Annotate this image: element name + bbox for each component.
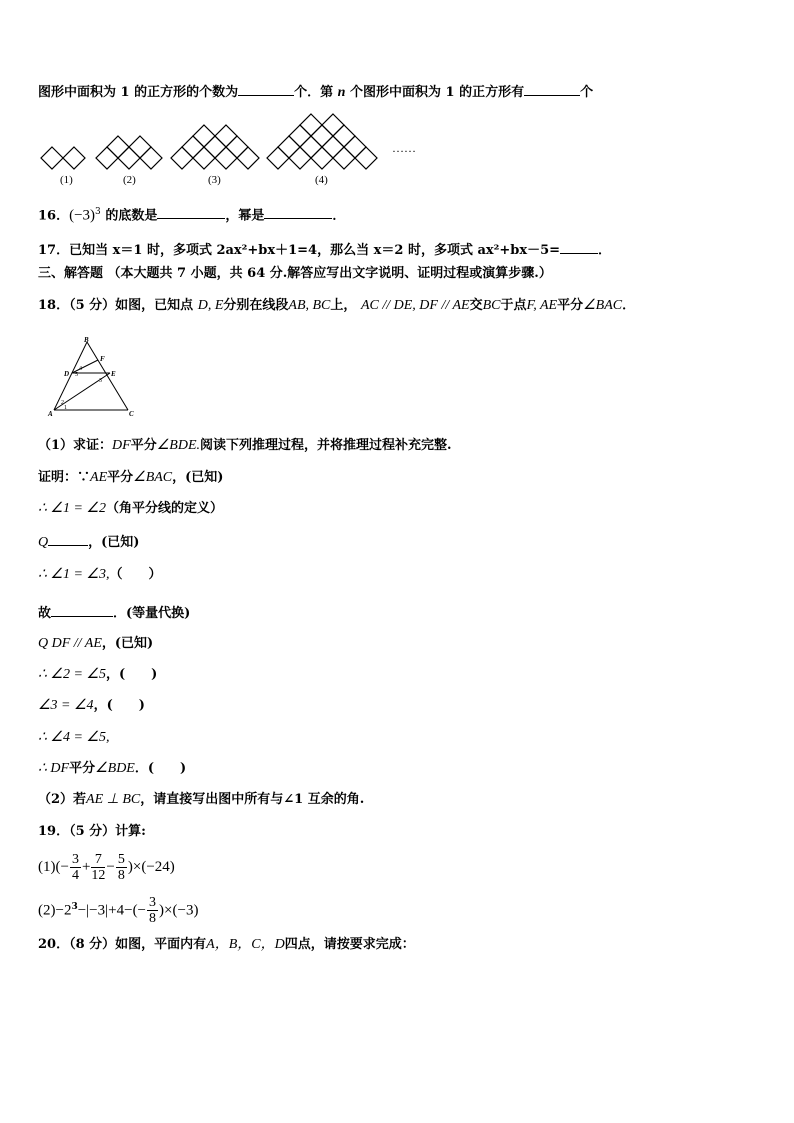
unit-square bbox=[300, 114, 322, 136]
q15-text: 图形中面积为 1 的正方形的个数为 个．第 n 个图形中面积为 1 的正方形有 个 bbox=[38, 85, 594, 100]
point-label: E bbox=[111, 370, 116, 378]
unit-square bbox=[63, 147, 85, 169]
proof-step-4: ∴ ∠1 = ∠3,（ ） bbox=[38, 567, 162, 582]
angle-number: 3 bbox=[99, 378, 102, 384]
fraction: $\frac{3}{4}$ bbox=[71, 852, 79, 883]
angle-number: 2 bbox=[61, 400, 64, 406]
fraction: $\frac{7}{12}$ bbox=[91, 852, 106, 883]
q18-stem: 18．（5 分）如图，已知点 D, E分别在线段AB, BC上， AC // DE, DF // AE交BC于点F, AE平分∠BAC． bbox=[38, 298, 636, 313]
section-heading: 三、解答题 （本大题共 7 小题，共 64 分.解答应写出文字说明、证明过程或演算步骤.） bbox=[38, 266, 552, 281]
unit-square bbox=[289, 125, 311, 147]
proof-step-7: ∴ ∠2 = ∠5，( ) bbox=[38, 667, 158, 682]
fraction: $\frac{5}{8}$ bbox=[117, 852, 125, 883]
angle-number: 1 bbox=[64, 405, 67, 411]
unit-square bbox=[171, 147, 193, 169]
unit-square bbox=[41, 147, 63, 169]
unit-square bbox=[333, 125, 355, 147]
proof-step-9: ∴ ∠4 = ∠5, bbox=[38, 730, 110, 745]
unit-square bbox=[322, 114, 344, 136]
unit-square bbox=[267, 147, 289, 169]
proof-step-10: ∴ DF平分∠BDE．( ) bbox=[38, 761, 187, 776]
answer-blank[interactable] bbox=[51, 604, 113, 617]
unit-square bbox=[96, 147, 118, 169]
unit-square bbox=[300, 136, 322, 158]
fig-label: (1) bbox=[60, 174, 73, 186]
proof-step-1: 证明：∵AE平分∠BAC，(已知) bbox=[38, 470, 224, 485]
fig-label: (2) bbox=[123, 174, 136, 186]
q20-stem: 20．（8 分）如图，平面内有A，B，C，D四点，请按要求完成： bbox=[38, 937, 415, 952]
point-label: F bbox=[100, 355, 105, 363]
answer-blank[interactable] bbox=[524, 83, 580, 96]
unit-square bbox=[118, 147, 140, 169]
answer-blank[interactable] bbox=[560, 241, 598, 254]
fraction: $\frac{3}{8}$ bbox=[149, 895, 157, 927]
unit-square bbox=[333, 147, 355, 169]
q16-text: 16．$(-3)^3$ 的底数是 ，幂是 ． bbox=[38, 207, 346, 224]
q19-stem: 19．（5 分）计算: bbox=[38, 824, 146, 839]
ellipsis: …… bbox=[392, 141, 416, 155]
unit-square bbox=[289, 147, 311, 169]
unit-square bbox=[204, 136, 226, 158]
unit-square bbox=[322, 136, 344, 158]
proof-step-6: Q DF // AE，(已知) bbox=[38, 636, 154, 651]
q15-figures bbox=[30, 108, 430, 190]
proof-step-3: Q ，(已知) bbox=[38, 535, 140, 550]
answer-blank[interactable] bbox=[264, 206, 332, 219]
answer-blank[interactable] bbox=[238, 83, 294, 96]
proof-step-8: ∠3 = ∠4，( ) bbox=[38, 698, 145, 713]
unit-square bbox=[237, 147, 259, 169]
proof-step-2: ∴ ∠1 = ∠2（角平分线的定义） bbox=[38, 501, 223, 516]
unit-square bbox=[215, 125, 237, 147]
unit-square bbox=[193, 125, 215, 147]
triangle-figure bbox=[44, 336, 144, 422]
unit-square bbox=[182, 136, 204, 158]
answer-blank[interactable] bbox=[48, 533, 88, 546]
unit-square bbox=[355, 147, 377, 169]
fig-label: (3) bbox=[208, 174, 221, 186]
unit-square bbox=[311, 125, 333, 147]
q18-part2: （2）若AE ⊥ BC，请直接写出图中所有与∠1 互余的角. bbox=[38, 792, 365, 807]
fig-label: (4) bbox=[315, 174, 328, 186]
point-label: D bbox=[64, 370, 70, 378]
q17-text: 17．已知当 x＝1 时，多项式 2ax²+bx＋1=4，那么当 x＝2 时，多项式 ax²+bx－5= ． bbox=[38, 243, 612, 258]
unit-square bbox=[278, 136, 300, 158]
unit-square bbox=[215, 147, 237, 169]
q19-expr-1: (1)(− $\frac{3}{4}$ + $\frac{7}{12}$ − $\frac{5}{8}$ )×(−24) bbox=[38, 852, 175, 883]
unit-square bbox=[311, 147, 333, 169]
unit-square bbox=[193, 147, 215, 169]
unit-square bbox=[344, 136, 366, 158]
point-label: A bbox=[48, 410, 53, 418]
unit-square bbox=[226, 136, 248, 158]
unit-square bbox=[140, 147, 162, 169]
angle-number: 5 bbox=[75, 372, 78, 378]
unit-square bbox=[107, 136, 129, 158]
angle-number: 4 bbox=[79, 366, 82, 372]
proof-step-5: 故 ．(等量代换) bbox=[38, 606, 191, 621]
unit-square bbox=[129, 136, 151, 158]
q19-expr-2: $(2)-2^3-|-3|+4-(-$ $\frac{3}{8}$ )×(−3) bbox=[38, 895, 199, 927]
point-label: C bbox=[129, 410, 134, 418]
point-label: B bbox=[84, 336, 89, 344]
q18-part1: （1）求证：DF平分∠BDE.阅读下列推理过程，并将推理过程补充完整. bbox=[38, 438, 452, 453]
answer-blank[interactable] bbox=[157, 206, 225, 219]
